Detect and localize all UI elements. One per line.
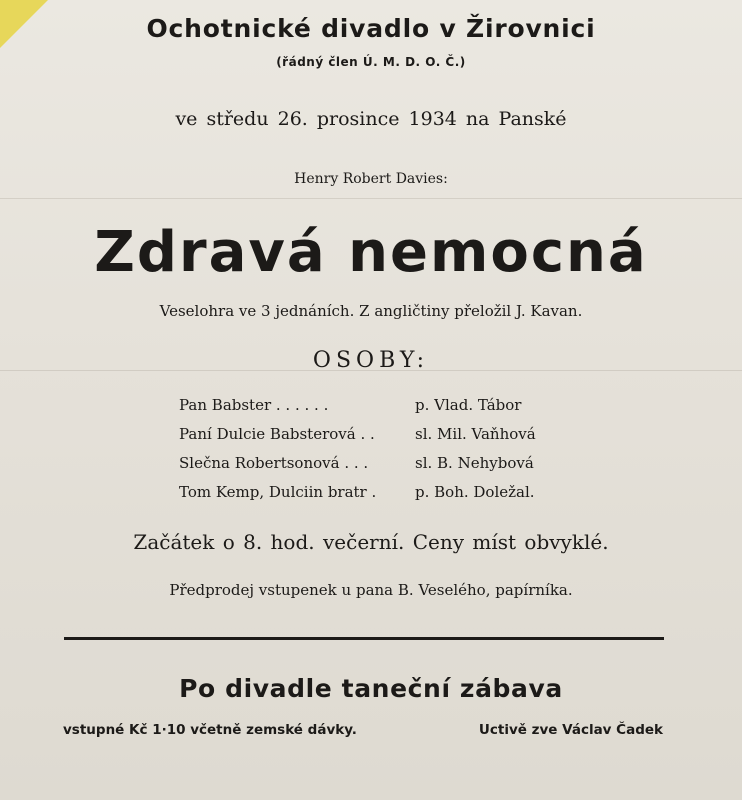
invitation-signature: Uctivě zve Václav Čadek bbox=[478, 722, 663, 738]
cast-role: Slečna Robertsonová . . . bbox=[179, 454, 369, 472]
entry-fee: vstupné Kč 1·10 včetně zemské dávky. bbox=[63, 722, 357, 738]
cast-role: Pan Babster . . . . . . bbox=[179, 396, 329, 414]
cast-role: Tom Kemp, Dulciin bratr . bbox=[179, 483, 377, 501]
play-title: Zdravá nemocná bbox=[94, 220, 648, 285]
presale-line: Předprodej vstupenek u pana B. Veselého, papírníka. bbox=[169, 581, 573, 599]
cast-actor: sl. Mil. Vaňhová bbox=[415, 425, 536, 443]
cast-actor: p. Vlad. Tábor bbox=[415, 396, 522, 414]
date-venue-line: ve středu 26. prosince 1934 na Panské bbox=[175, 108, 567, 130]
play-subtitle: Veselohra ve 3 jednáních. Z angličtiny přeložil J. Kavan. bbox=[159, 302, 583, 320]
cast-role: Paní Dulcie Babsterová . . bbox=[179, 425, 375, 443]
cast-heading: OSOBY: bbox=[312, 348, 430, 373]
cast-list bbox=[179, 396, 599, 512]
author-name: Henry Robert Davies: bbox=[294, 171, 448, 187]
cast-actor: sl. B. Nehybová bbox=[415, 454, 534, 472]
cast-row bbox=[179, 396, 599, 425]
dance-party-heading: Po divadle taneční zábava bbox=[179, 674, 563, 703]
membership-note: (řádný člen Ú. M. D. O. Č.) bbox=[276, 55, 466, 69]
divider-rule bbox=[64, 637, 664, 640]
cast-row bbox=[179, 425, 599, 454]
paper-fold bbox=[0, 198, 742, 199]
cast-row bbox=[179, 483, 599, 512]
organization-name: Ochotnické divadlo v Žirovnici bbox=[146, 14, 596, 43]
start-time-line: Začátek o 8. hod. večerní. Ceny míst obvyklé. bbox=[133, 530, 609, 554]
cast-row bbox=[179, 454, 599, 483]
cast-actor: p. Boh. Doležal. bbox=[415, 483, 535, 501]
